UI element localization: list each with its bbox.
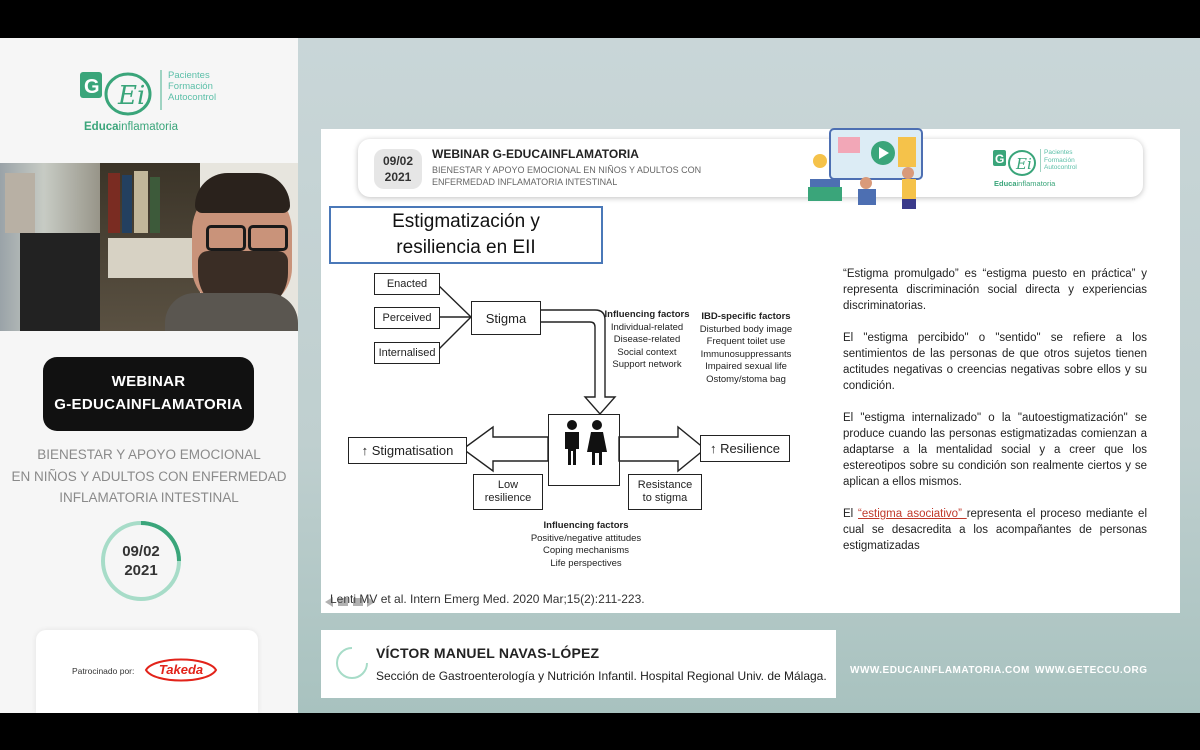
logo-tagline-3: Autocontrol	[168, 92, 217, 103]
logo-tagline-1: Pacientes	[168, 70, 210, 81]
header-logo-tagline-1: Pacientes	[1044, 149, 1073, 156]
logo-tagline-2: Formación	[168, 81, 213, 92]
subtitle-line-2: EN NIÑOS Y ADULTOS CON ENFERMEDAD	[11, 468, 287, 484]
low-resilience-line2: resilience	[484, 492, 532, 504]
header-logo-brand-light: inflamatoria	[1016, 179, 1056, 188]
footer-url-geteccu[interactable]: WWW.GETECCU.ORG	[1035, 665, 1148, 676]
influencing-factors-top	[599, 309, 695, 372]
paragraph-estigma-percibido: El "estigma percibido" o "sentido" se refiere a los sentimientos de las personas de que otros sujetos tienen actitudes negativas o creencias negativas sobre ellos y su condición.	[843, 332, 1147, 392]
ibd-item-2: Frequent toilet use	[706, 336, 786, 347]
diagram-internalised-box: Internalised	[374, 342, 440, 364]
paragraph-estigma-internalizado: El "estigma internalizado" o la "autoestigmatización" se produce cuando las personas estigmatizadas comienzan a adaptarse a la mentalidad social y a creer que los estereotipos sobre su condición son realmente ciertos y se aplican a ellos mismos.	[843, 412, 1147, 488]
slide-title-line2: resiliencia en EII	[396, 237, 536, 258]
header-subtitle-2: ENFERMEDAD INFLAMATORIA INTESTINAL	[432, 176, 618, 187]
influencing-item-2: Disease-related	[613, 334, 681, 345]
influencing-item-4: Support network	[612, 359, 682, 370]
educainflamatoria-logo	[78, 68, 238, 138]
logo-brand-bold: Educa	[84, 121, 119, 133]
diagram-enacted-box: Enacted	[374, 273, 440, 295]
paragraph-estigma-promulgado: “Estigma promulgado” es “estigma puesto en práctica” y representa discriminación social directa y experiencias discriminatorias.	[843, 268, 1147, 312]
p4-prefix: El	[843, 508, 859, 520]
ibd-title: IBD-specific factors	[701, 311, 791, 322]
header-date-line1: 09/02	[382, 154, 414, 168]
header-illustration	[808, 127, 938, 211]
presentation-slide	[321, 129, 1180, 613]
slide-text-column	[843, 266, 1147, 554]
people-computer-illustration-icon	[808, 127, 938, 211]
low-resilience-line1: Low	[497, 479, 519, 491]
svg-text:Ei: Ei	[1016, 155, 1032, 173]
logo-brand-light: inflamatoria	[118, 121, 178, 133]
bottom-item-3: Life perspectives	[550, 557, 622, 569]
svg-text:G: G	[84, 76, 100, 98]
speaker-ring-icon	[335, 646, 369, 680]
header-title: WEBINAR G-EDUCAINFLAMATORIA	[432, 147, 639, 161]
gei-small-logo-icon	[992, 147, 1036, 177]
header-logo-tagline-2: Formación	[1044, 156, 1075, 164]
diagram-stigma-box: Stigma	[471, 301, 541, 335]
diagram-resistance-box	[628, 474, 702, 510]
slide-citation: Lenti MV et al. Intern Emerg Med. 2020 Mar;15(2):211-223.	[330, 592, 645, 606]
resistance-line2: to stigma	[642, 492, 688, 504]
speaker-lower-third	[321, 630, 836, 698]
header-date-badge	[374, 149, 422, 189]
subtitle-line-1: BIENESTAR Y APOYO EMOCIONAL	[37, 447, 261, 462]
influencing-item-1: Individual-related	[610, 321, 684, 333]
slide-nav-controls[interactable]	[323, 595, 377, 609]
header-date-line2: 2021	[384, 170, 412, 184]
influencing-title: Influencing factors	[604, 309, 690, 320]
webinar-title-line2: G-EDUCAINFLAMATORIA	[54, 396, 243, 413]
date-year: 2021	[124, 562, 158, 579]
footer-url-educainflamatoria[interactable]: WWW.EDUCAINFLAMATORIA.COM	[850, 665, 1030, 676]
video-stage	[0, 38, 1200, 713]
people-box	[548, 414, 620, 486]
resistance-line1: Resistance	[637, 479, 693, 491]
gei-logo-icon	[78, 68, 156, 116]
speaker-name: VÍCTOR MANUEL NAVAS-LÓPEZ	[376, 645, 600, 661]
slide-title-box	[329, 206, 603, 264]
diagram-perceived-box: Perceived	[374, 307, 440, 329]
svg-text:Ei: Ei	[118, 81, 146, 111]
bottom-item-1: Positive/negative attitudes	[530, 532, 642, 544]
ibd-specific-factors	[691, 311, 801, 386]
sponsor-card	[36, 630, 258, 713]
header-subtitle-1: BIENESTAR Y APOYO EMOCIONAL EN NIÑOS Y ADULTOS CON	[432, 165, 702, 175]
slide-nav-arrows-icon[interactable]	[323, 595, 377, 609]
influencing-item-3: Social context	[617, 346, 677, 358]
webinar-title-badge	[43, 357, 254, 431]
date-circle	[100, 520, 182, 602]
ibd-item-5: Ostomy/stoma bag	[706, 373, 786, 385]
sponsor-label: Patrocinado por:	[72, 666, 135, 676]
ibd-item-1: Disturbed body image	[699, 323, 793, 335]
diagram-stigmatisation-box: ↑ Stigmatisation	[348, 437, 467, 464]
slide-title-line1: Estigmatización y	[392, 211, 540, 232]
ibd-item-3: Immunosuppressants	[700, 348, 792, 360]
speaker-webcam	[0, 163, 298, 331]
paragraph-estigma-asociativo	[843, 506, 1147, 554]
webinar-title-line1: WEBINAR	[111, 373, 186, 390]
svg-text:G: G	[995, 152, 1005, 166]
p4-rest: representa el proceso mediante el cual se desacredita a los acompañantes de personas estigmatizadas	[843, 508, 1147, 552]
stigma-diagram	[343, 267, 803, 577]
p4-highlight: “estigma asociativo”	[858, 508, 967, 520]
diagram-resilience-box: ↑ Resilience	[700, 435, 790, 462]
bottom-item-2: Coping mechanisms	[542, 545, 630, 556]
takeda-wordmark: Takeda	[158, 662, 204, 677]
header-logo-brand-bold: Educa	[994, 179, 1017, 188]
left-panel	[0, 38, 298, 713]
takeda-logo	[140, 655, 222, 685]
bottom-influencing-title: Influencing factors	[543, 520, 629, 531]
date-day-month: 09/02	[122, 543, 160, 560]
influencing-factors-bottom	[518, 520, 654, 570]
speaker-affiliation: Sección de Gastroenterología y Nutrición Infantil. Hospital Regional Univ. de Málaga.	[376, 669, 827, 683]
webinar-subtitle	[0, 444, 298, 509]
header-logo-tagline-3: Autocontrol	[1044, 164, 1077, 171]
slide-header	[358, 139, 1143, 197]
ibd-item-4: Impaired sexual life	[705, 361, 787, 372]
header-logo	[992, 147, 1112, 191]
diagram-low-resilience-box	[473, 474, 543, 510]
subtitle-line-3: INFLAMATORIA INTESTINAL	[59, 490, 239, 505]
